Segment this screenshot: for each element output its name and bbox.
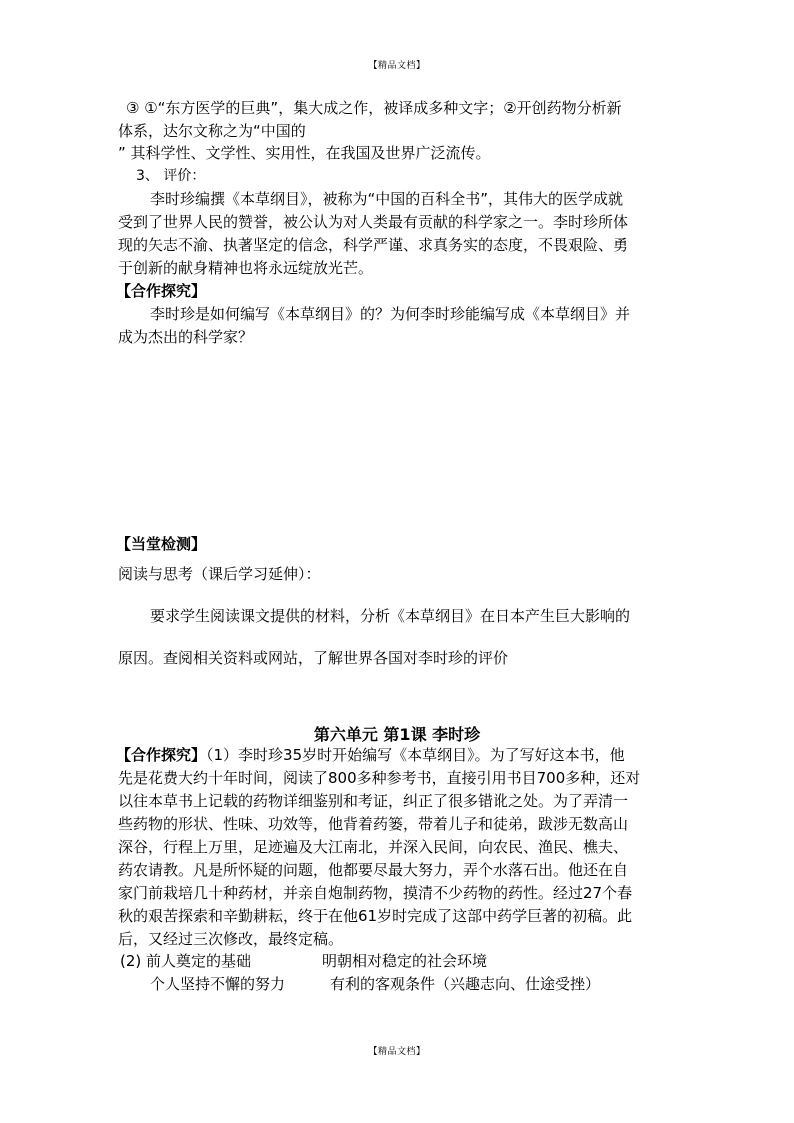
section-heading: 【合作探究】	[116, 282, 207, 300]
answer-line: 些药物的形状、性味、功效等，他背着药篓，带着儿子和徒弟，跋涉无数高山	[118, 815, 629, 833]
answer-point: (2) 前人奠定的基础	[120, 952, 252, 970]
answer-line: 家门前栽培几十种药材，并亲自炮制药物，摸清不少药物的药性。经过27个春	[118, 884, 633, 902]
answer-line: 以往本草书上记载的药物详细鉴别和考证，纠正了很多错讹之处。为了弄清一	[118, 792, 629, 810]
answer-line: 后，又经过三次修改，最终定稿。	[118, 930, 344, 948]
text-line: 3、 评价：	[136, 168, 206, 184]
text-line: 原因。查阅相关资料或网站，了解世界各国对李时珍的评价	[118, 649, 509, 667]
answer-line: 药农请教。凡是所怀疑的问题，他都要尽最大努力，弄个水落石出。他还在自	[118, 861, 629, 879]
question-line: 李时珍是如何编写《本草纲目》的？为何李时珍能编写成《本草纲目》并	[150, 305, 631, 323]
lesson-title: 第六单元 第1课 李时珍	[313, 725, 481, 744]
text-line: 体系，达尔文称之为“中国的	[118, 122, 306, 140]
text-line: ③ ①“东方医学的巨典”，集大成之作，被译成多种文字；②开创药物分析新	[126, 99, 622, 117]
text-line: ” 其科学性、文学性、实用性，在我国及世界广泛流传。	[118, 144, 491, 162]
answer-point: 个人坚持不懈的努力	[150, 975, 286, 993]
answer-heading: 【合作探究】	[116, 746, 207, 764]
answer-text: （1）李时珍35岁时开始编写《本草纲目》。为了写好这本书，他	[206, 746, 625, 764]
section-heading: 【当堂检测】	[116, 535, 207, 553]
answer-line: 深谷，行程上万里，足迹遍及大江南北，并深入民间，向农民、渔民、樵夫、	[118, 838, 629, 856]
answer-point: 明朝相对稳定的社会环境	[322, 952, 488, 970]
text-line: 于创新的献身精神也将永远绽放光芒。	[118, 259, 374, 277]
text-line: 李时珍编撰《本草纲目》，被称为“中国的百科全书”，其伟大的医学成就	[150, 190, 624, 208]
text-line: 阅读与思考（课后学习延伸）：	[118, 565, 321, 583]
answer-first-line	[116, 745, 625, 765]
text-line: 受到了世界人民的赞誉，被公认为对人类最有贡献的科学家之一。李时珍所体	[118, 213, 629, 231]
question-line: 成为杰出的科学家？	[118, 328, 254, 346]
text-line: 要求学生阅读课文提供的材料，分析《本草纲目》在日本产生巨大影响的	[150, 607, 631, 625]
answer-line: 秋的艰苦探索和辛勤耕耘，终于在他61岁时完成了这部中药学巨著的初稿。此	[118, 907, 633, 925]
page-header: 【精品文档】	[368, 61, 426, 71]
answer-line: 先是花费大约十年时间，阅读了800多种参考书，直接引用书目700多种，还对	[118, 769, 641, 787]
text-line: 现的矢志不渝、执著坚定的信念，科学严谨、求真务实的态度，不畏艰险、勇	[118, 236, 629, 254]
page-footer: 【精品文档】	[368, 1047, 426, 1057]
answer-point: 有利的客观条件（兴趣志向、仕途受挫）	[330, 975, 601, 993]
